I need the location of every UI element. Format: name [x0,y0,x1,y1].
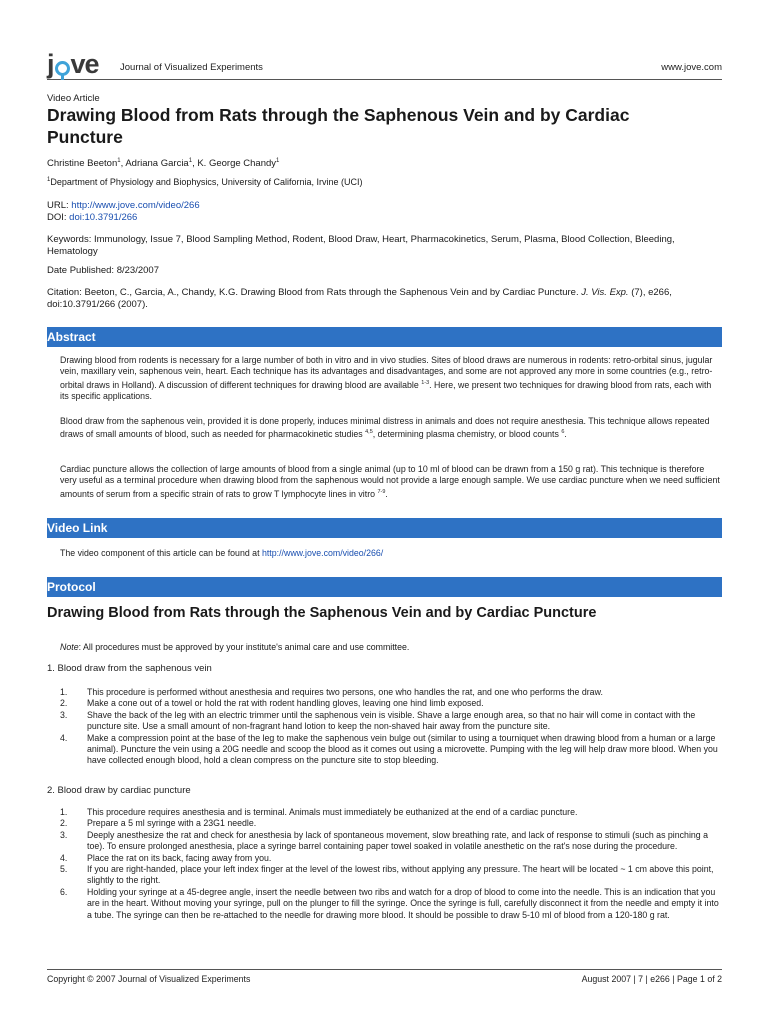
doi-label: DOI: [47,212,67,223]
abstract-p1-end: . Here, we present two techniques for drawing blood from rats, each with its specific applications. [60,379,712,402]
step-number: 1. [60,687,68,697]
video-link-text: The video component of this article can be found at [60,548,262,558]
step-number: 3. [60,709,68,720]
abstract-p3-end: . [385,488,388,499]
abstract-paragraph [60,464,720,500]
footer-page-info: August 2007 | 7 | e266 | Page 1 of 2 [581,974,722,984]
step-number: 4. [60,852,68,863]
citation [47,287,722,311]
url-label: URL: [47,200,69,211]
step-number: 4. [60,732,68,743]
step-number: 2. [60,698,68,709]
date-published: Date Published: 8/23/2007 [47,265,159,276]
citation-journal: J. Vis. Exp. [581,287,629,298]
author-list: Christine Beeton$^1$, Adriana Garcia$^1$, K. George Chandy$^1$ [47,158,280,170]
reference-sup: 6 [561,429,565,436]
list-item [60,807,720,818]
protocol-heading: Protocol [47,580,96,594]
video-link-heading: Video Link [47,521,108,535]
abstract-p1-text: Drawing blood from rodents is necessary for a large number of both in vitro and in vivo studies. Sites of blood draws are numerous in rodents: retro-orbital sinus, jugular vein, maxillary vein, saphenous vein, heart. Each technique has its advantages and disadvantages, and some are not approved any more in some countries (e.g., retro-orbital draws in Holland). A discussion of different techniques for drawing blood are available [60,355,713,390]
article-type: Video Article [47,93,100,104]
jove-logo[interactable]: j ve [47,49,99,79]
protocol-note [60,642,409,652]
step-text: Deeply anesthesize the rat and check for anesthesia by lack of spontaneous movement, slow breathing rate, and lack of response to stimuli (such as pinching a toe). To ensure prolonged anesthesia, place a syringe barrel containing paper towel soaked in volatile anesthetic on the rat's nose during the procedure. [87,829,709,852]
logo-o-icon [55,61,70,76]
protocol-section-1-title: 1. Blood draw from the saphenous vein [47,663,212,674]
step-number: 2. [60,818,68,829]
step-text: This procedure is performed without anesthesia and requires two persons, one who handles the rat, and one who performs the draw. [87,687,603,697]
video-link-section-bar [47,518,722,538]
author-affil-sup: 1 [117,158,121,164]
protocol-steps-2 [60,807,720,921]
author-name: Adriana Garcia [125,158,189,170]
protocol-section-2-title: 2. Blood draw by cardiac puncture [47,785,191,796]
list-item [60,698,720,709]
video-link[interactable]: http://www.jove.com/video/266/ [261,548,384,558]
list-item [60,853,720,864]
step-text: If you are right-handed, place your left index finger at the level of the lowest ribs, without applying any pressure. The heart will be located ~ 1 cm above this point, slightly to the right. [87,864,714,886]
abstract-section-bar [47,327,722,347]
abstract-paragraph [60,416,720,441]
abstract-heading: Abstract [47,330,96,344]
reference-sup: 1-3 [421,379,430,386]
step-text: Make a compression point at the base of the leg to make the saphenous vein bulge out (similar to using a tourniquet when drawing blood from a human or a large animal). Puncture the vein using a 20G needle and scoop the blood as it comes out using a microvette. Pumping with the leg will help draw more blood. When you have collected enough blood, hold a clean compress on the puncture site to stop bleeding. [87,732,718,766]
step-text: Shave the back of the leg with an electric trimmer until the saphenous vein is visible. Shave a large enough area, so that no hair will come in contact with the puncture site. Use a small amount of non-fragrant hand lotion to keep the non-shaved hair away from the puncture site. [87,709,696,732]
article-url-link[interactable]: http://www.jove.com/video/266 [71,200,200,211]
list-item [60,710,720,733]
author-affil-sup: 1 [188,158,193,164]
video-link-paragraph [60,548,720,559]
note-label: Note [60,642,79,652]
protocol-steps-1 [60,687,720,767]
reference-sup: 7-9 [377,488,386,495]
keywords: Keywords: Immunology, Issue 7, Blood Sampling Method, Rodent, Blood Draw, Heart, Pharmacokinetics, Serum, Plasma, Blood Collection, Bleeding, Hematology [47,234,675,257]
protocol-title: Drawing Blood from Rats through the Saphenous Vein and by Cardiac Puncture [47,605,597,621]
author-affil-sup: 1 [276,158,280,164]
reference-sup: 4,5 [365,429,373,436]
step-number: 1. [60,807,68,817]
url-line [47,200,200,211]
step-number: 5. [60,864,68,875]
author-name: Christine Beeton [47,158,118,170]
affiliation-sup: 1 [47,177,51,183]
doi-line [47,212,137,223]
list-item [60,687,720,698]
affiliation-text: Department of Physiology and Biophysics, University of California, Irvine (UCI) [50,177,363,187]
abstract-p2-mid: , determining plasma chemistry, or blood counts [372,429,562,440]
article-title: Drawing Blood from Rats through the Saphenous Vein and by Cardiac Puncture [47,105,630,147]
step-text: Prepare a 5 ml syringe with a 23G1 needle. [87,818,257,829]
abstract-p2-text: Blood draw from the saphenous vein, provided it is done properly, induces minimal distress in animals and does not require anesthesia. This technique allows repeated draws of small amounts of blood, such as needed for pharmacokinetic studies [60,416,710,440]
journal-name: Journal of Visualized Experiments [120,62,263,73]
journal-header [47,47,722,80]
step-text: Place the rat on its back, facing away from you. [87,852,272,863]
site-url[interactable]: www.jove.com [661,62,722,73]
step-text: Make a cone out of a towel or hold the rat with rodent handling gloves, leaving one hind limb exposed. [87,698,484,709]
abstract-paragraph [60,355,720,403]
abstract-p2-end: . [564,429,567,440]
step-text: Holding your syringe at a 45-degree angle, insert the needle between two ribs and watch for a drop of blood to come into the needle. This is an indication that you are in the heart. Without moving your syringe, pull on the plunger to fill the syringe. Once the syringe is full, carefully disconnect it from the needle and empty it into a tube. The syringe can then be re-attached to the needle for drawing more blood. It should be possible to draw 5-10 ml of blood from a 120-180 g rat. [87,886,719,920]
list-item [60,733,720,767]
step-number: 6. [60,886,68,897]
list-item [60,887,720,921]
doi-link[interactable]: doi:10.3791/266 [69,212,138,223]
abstract-p3-text: Cardiac puncture allows the collection of large amounts of blood from a single animal (up to 10 ml of blood can be drawn from a 150 g rat). This technique is therefore very useful as a terminal procedure when drawing blood from the saphenous would not provide a large enough sample. We use cardiac puncture when we need sufficient amounts of serum from a specific strain of rats to grow T lymphocyte lines in vitro [60,464,720,499]
list-item [60,818,720,829]
step-text: This procedure requires anesthesia and is terminal. Animals must immediately be euthanized at the end of a cardiac puncture. [87,807,578,817]
citation-text: Citation: Beeton, C., Garcia, A., Chandy, K.G. Drawing Blood from Rats through the Saphenous Vein and by Cardiac Puncture. [47,287,582,298]
page-footer [47,969,722,984]
note-text: : All procedures must be approved by your institute's animal care and use committee. [78,642,410,652]
affiliation [47,177,362,187]
step-number: 3. [60,829,68,840]
protocol-section-bar [47,577,722,597]
citation-tail: (7), e266, doi:10.3791/266 (2007). [47,287,672,310]
footer-copyright: Copyright © 2007 Journal of Visualized Experiments [47,974,251,984]
list-item [60,864,720,887]
author-name: K. George Chandy [197,158,277,170]
list-item [60,830,720,853]
